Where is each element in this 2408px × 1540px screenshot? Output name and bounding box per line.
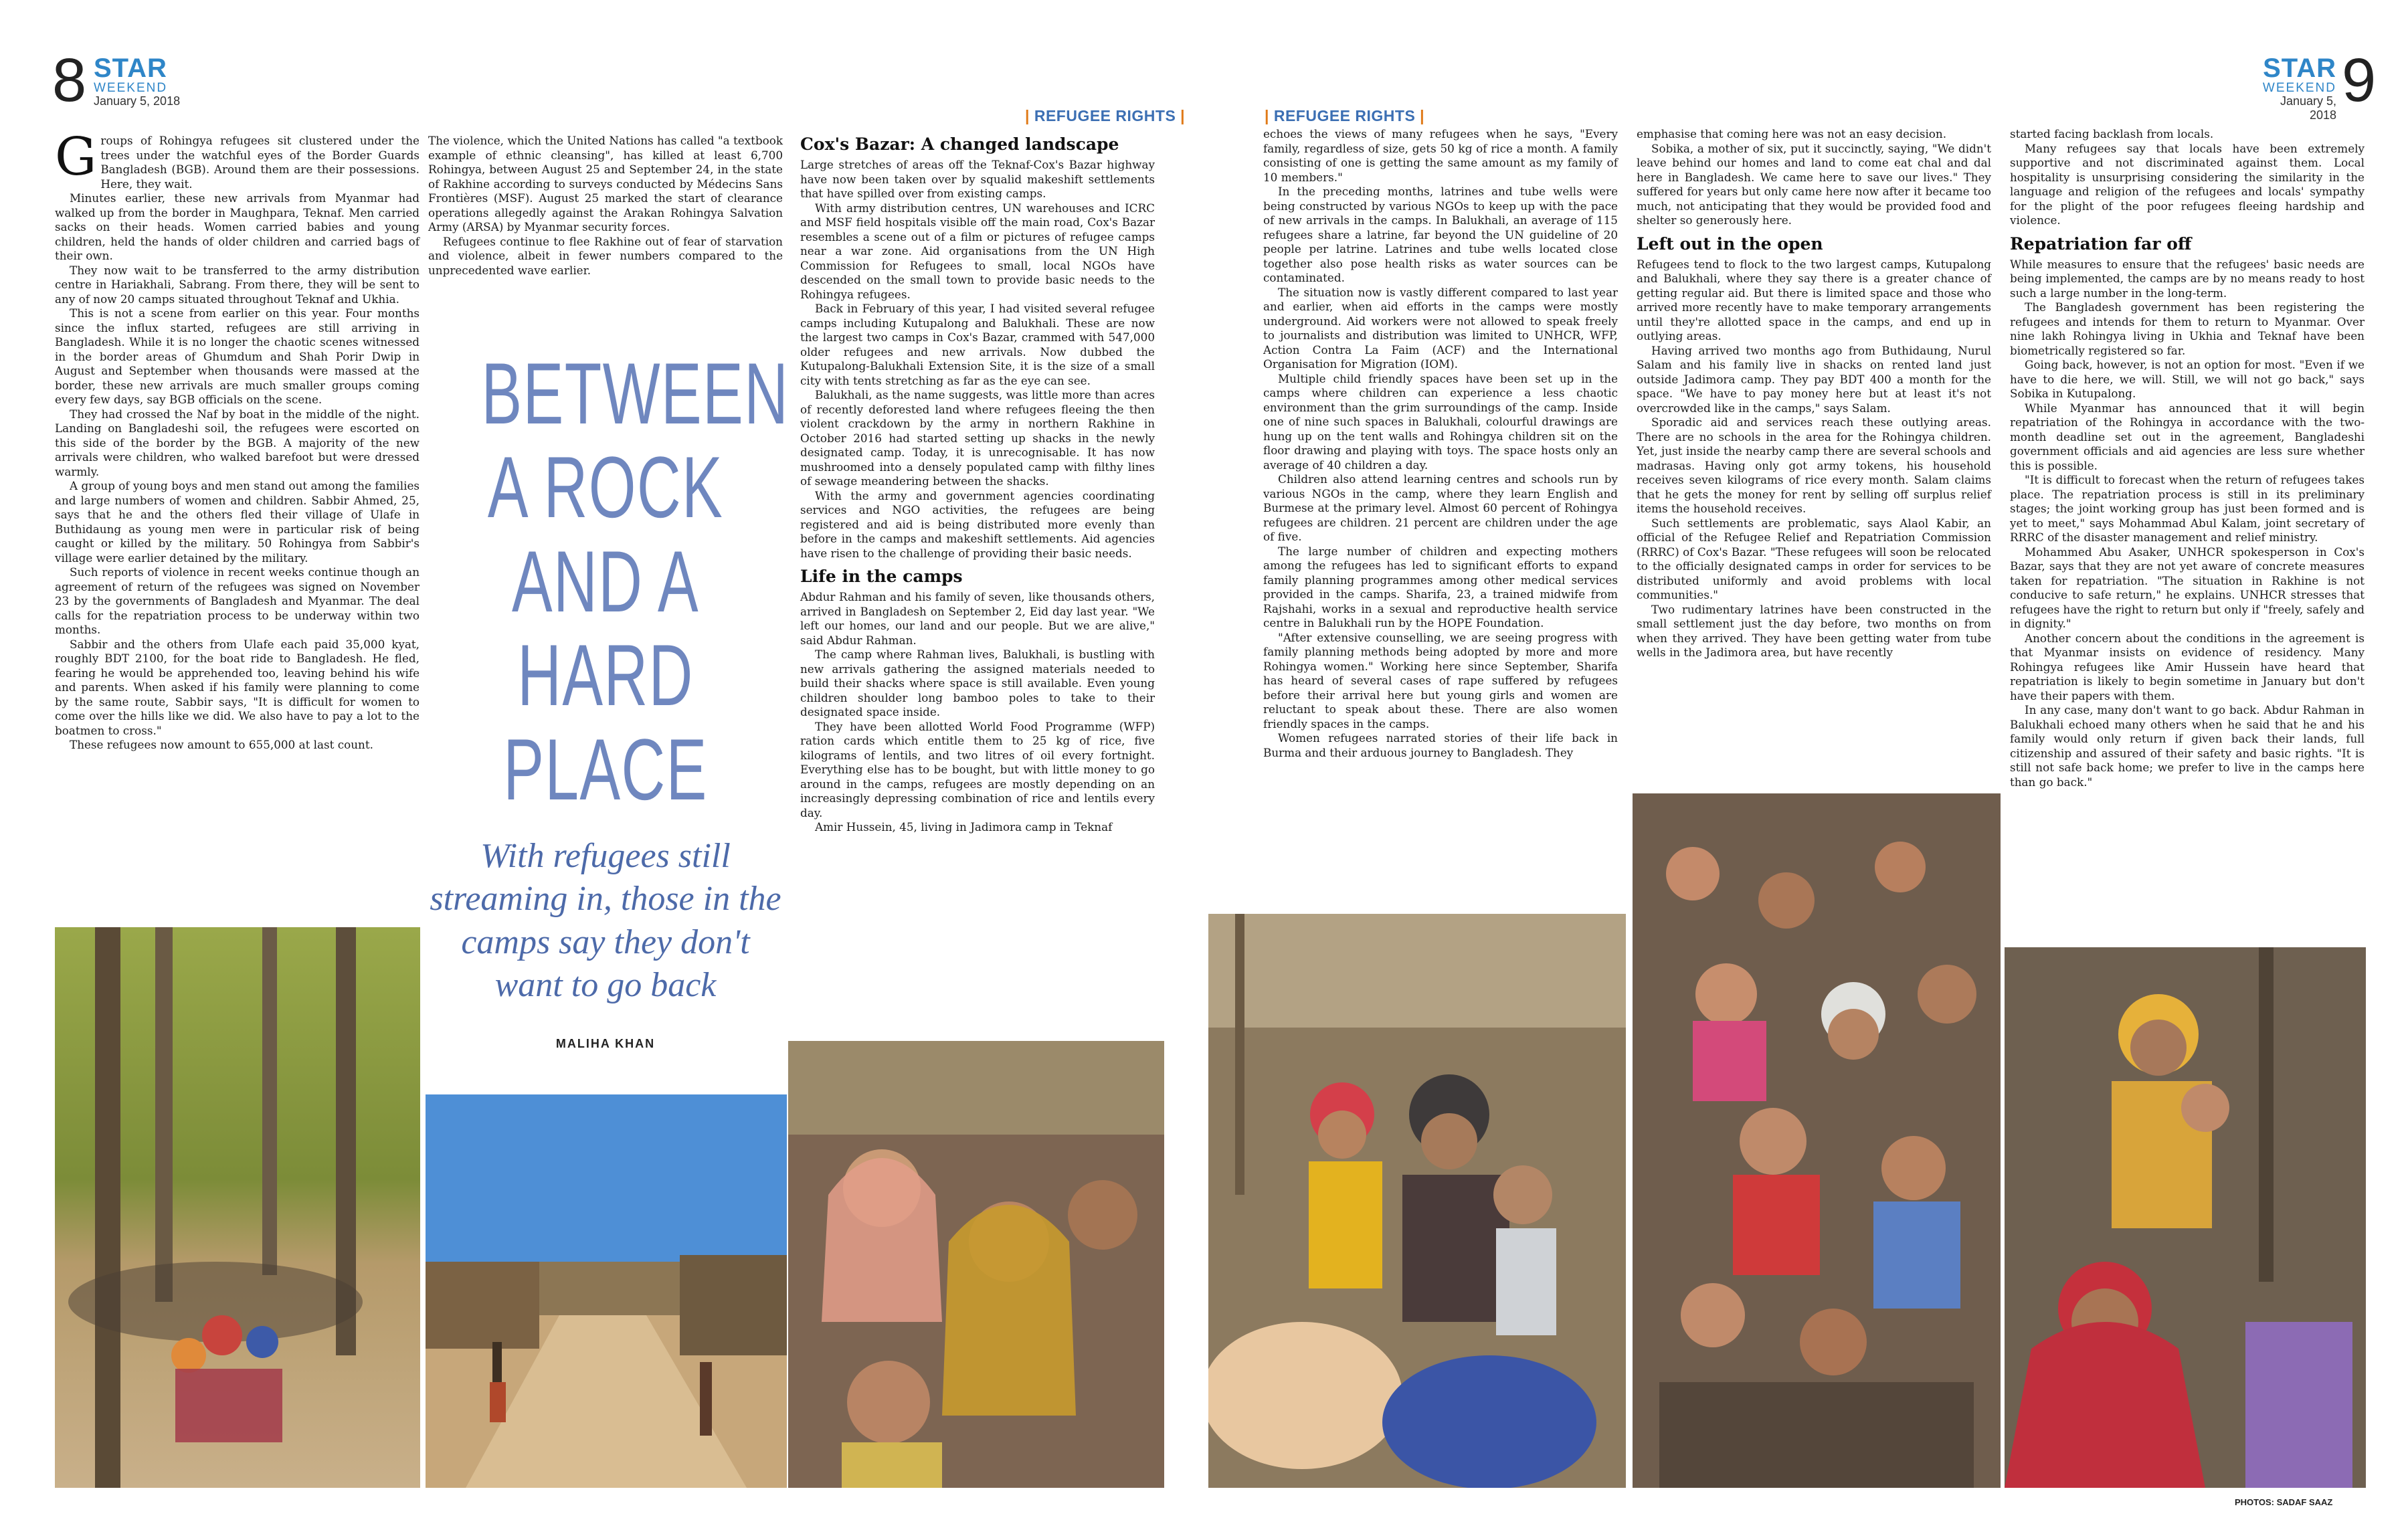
deck: With refugees still streaming in, those in the camps say they don't want to go back	[430, 837, 781, 1005]
paragraph: This is not a scene from earlier on this year. Four months since the influx started, refugees are still arriving in Bangladesh. While it is no longer the chaotic scenes witnessed in the border areas of Ghumdum and Shah Porir Dwip in August and September when thousands were massed at the border, these new arrivals are much smaller groups coming every few days, say BGB officials on the scene.	[55, 306, 420, 406]
paragraph: The situation now is vastly different compared to last year and earlier, when aid efforts in the camps were mostly underground. Aid workers were not allowed to speak freely to journalists and distribution was limited to UNHCR, WFP, Action Contra La Faim (ACF) and the International Organisation for Migration (IOM).	[1263, 285, 1618, 371]
paragraph: Such reports of violence in recent weeks continue though an agreement of return of the refugees was signed on November 23 by the governments of Bangladesh and Myanmar. The deal calls for the repatriation process to be underway within two months.	[55, 565, 420, 636]
paragraph: Going back, however, is not an option for most. "Even if we have to die here, we will. Still, we will not go back," says Sobika in Kutupalong.	[2010, 358, 2365, 400]
paragraph: They had crossed the Naf by boat in the middle of the night. Landing on Bangladeshi soil, the refugees were escorted on this side of the border by the BGB. A majority of the new arrivals were children, who walked barefoot but were dressed warmly.	[55, 407, 420, 478]
section-tag-left: | REFUGEE RIGHTS |	[1025, 107, 1186, 124]
section-tag-right: | REFUGEE RIGHTS |	[1265, 107, 1425, 124]
paragraph: They now wait to be transferred to the army distribution centre in Hariakhali, Sabrang. From there, they will be sent to any of now 20 camps situated throughout Teknaf and Ukhia.	[55, 263, 420, 306]
paragraph: The camp where Rahman lives, Balukhali, is bustling with new arrivals gathering the assigned materials needed to build their shacks where space is still available. Even young children shoulder long bamboo poles to take to their designated space inside.	[800, 648, 1155, 718]
photo-credit: PHOTOS: SADAF SAAZ	[2235, 1497, 2333, 1507]
article-column-5	[1637, 127, 1991, 660]
paragraph: Such settlements are problematic, says Alaol Kabir, an official of the Refugee Relief and Repatriation Commission (RRRC) of Cox's Bazar. "These refugees will soon be relocated to the officially designated camps in order for services to be distributed uniformly and avoid problems with local communities."	[1637, 516, 1991, 601]
paragraph: With the army and government agencies coordinating services and NGO activities, the refugees are being registered and aid is being distributed more evenly than before in the camps and makeshift settlements. Aid agencies have risen to the challenge of providing their basic needs.	[800, 488, 1155, 560]
paragraph: Large stretches of areas off the Teknaf-Cox's Bazar highway have now been taken over by squalid makeshift settlements that have spilled over from existing camps.	[800, 158, 1155, 200]
paragraph: started facing backlash from locals.	[2010, 127, 2214, 140]
subhead: Repatriation far off	[2010, 233, 2192, 254]
paragraph: Sabbir and the others from Ulafe each paid 35,000 kyat, roughly BDT 2100, for the boat ride to Bangladesh. He fled, fearing he would be apprehended too, leaving behind his wife and parents. When asked if his family were planning to come by the same route, Sabbir says, "It is difficult for women to come over the hills like we did. We also have to pay a lot to the boatmen to cross."	[55, 637, 420, 737]
subhead: Cox's Bazar: A changed landscape	[800, 134, 1119, 154]
paragraph: With army distribution centres, UN warehouses and ICRC and MSF field hospitals visible off the main road, Cox's Bazar resembles a scene out of a film or pictures of refugee camps near a war zone. Aid organisations from the UN High Commission for Refugees to small, local NGOs have descended on the small town to provide basic needs to the Rohingya refugees.	[800, 201, 1155, 301]
masthead-title: STAR	[94, 54, 167, 83]
byline: MALIHA KHAN	[555, 1037, 656, 1050]
lead-paragraph: Groups of Rohingya refugees sit clustered under the trees under the watchful eyes of the Border Guards Bangladesh (BGB). Around them are their possessions. Here, they wait.	[55, 127, 420, 191]
issue-date: January 5, 2018	[94, 94, 181, 108]
paragraph: Another concern about the conditions in the agreement is that Myanmar insists on evidence of residency. Many Rohingya refugees like Amir Hussein have heard that repatriation is likely to begin sometime in January but don't have their papers with them.	[2010, 631, 2365, 702]
paragraph: The Bangladesh government has been registering the refugees and intends for them to return to Myanmar. Over nine lakh Rohingya living in Ukhia and Teknaf have been biometrically registered so far.	[2010, 300, 2365, 357]
photo-mother-child	[1208, 914, 1626, 1488]
right-page-number: 9	[2342, 46, 2377, 114]
paragraph: Refugees continue to flee Rakhine out of fear of starvation and violence, albeit in fewer numbers compared to the unprecedented wave earlier.	[428, 234, 783, 277]
paragraph: While measures to ensure that the refugees' basic needs are being implemented, the camps are by no means ready to host such a large number in the long-term.	[2010, 257, 2365, 300]
issue-date: January 5, 2018	[2280, 94, 2336, 122]
paragraph: Minutes earlier, these new arrivals from Myanmar had walked up from the border in Maughpara, Teknaf. Men carried sacks on their heads. Women carried babies and young children, held the hands of older children and carried bags of their own.	[55, 191, 420, 262]
subhead: Life in the camps	[800, 567, 963, 586]
article-column-4	[1263, 127, 1618, 760]
article-column-2	[428, 134, 783, 278]
paragraph: A group of young boys and men stand out among the families and large numbers of women and children. Sabbir Ahmed, 25, says that he and the others fled their village of Ulafe in Buthidaung as young men were in particular risk of being caught or killed by the military. 50 Rohingya from Sabbir's village were earlier detained by the military.	[55, 479, 420, 565]
photo-crowd-of-children	[1633, 793, 2001, 1488]
masthead-left	[94, 55, 180, 108]
subhead: Left out in the open	[1637, 233, 1823, 254]
photo-camp-path	[426, 1094, 787, 1488]
paragraph: Amir Hussein, 45, living in Jadimora camp in Teknaf	[815, 820, 1113, 834]
article-column-1	[55, 127, 420, 753]
paragraph: echoes the views of many refugees when he says, "Every family, regardless of size, gets 50 kg of rice a month. A family consisting of one is getting the same amount as my family of 10 members."	[1263, 127, 1618, 184]
paragraph: Many refugees say that locals have been extremely supportive and not discriminated against them. Local hospitality is unsurprising considering the similarity in the language and religion of the refugees and locals' sympathy for the plight of the poor refugees fleeing hardship and violence.	[2010, 141, 2365, 227]
paragraph: Abdur Rahman and his family of seven, like thousands others, arrived in Bangladesh on September 2, Eid day last year. "We left our homes, our land and our people. But we are alive," said Abdur Rahman.	[800, 590, 1155, 647]
paragraph: Women refugees narrated stories of their life back in Burma and their arduous journey to Bangladesh. They	[1263, 731, 1618, 759]
paragraph: Children also attend learning centres and schools run by various NGOs in the camp, where they learn English and Burmese at the primary level. Almost 60 percent of Rohingya refugees are children. 21 percent are children under the age of five.	[1263, 472, 1618, 543]
paragraph: "It is difficult to forecast when the return of refugees takes place. The repatriation process is still in its preliminary stages; the joint working group has just been formed and is yet to meet," says Mohammad Abul Kalam, joint secretary of RRRC of the disaster management and relief ministry.	[2010, 473, 2365, 544]
paragraph: Sobika, a mother of six, put it succinctly, saying, "We didn't leave behind our homes and land to come eat chal and dal here in Bangladesh. We came here to save our lives." They suffered for years but only came here now after it became too much, not anticipating that they would be provided food and shelter so generously here.	[1637, 141, 1991, 227]
headline: BETWEEN A ROCK AND A HARD PLACE	[481, 345, 790, 818]
paragraph: These refugees now amount to 655,000 at last count.	[70, 738, 373, 751]
article-column-3	[800, 134, 1155, 835]
paragraph: Back in February of this year, I had visited several refugee camps including Kutupalong and Balukhali. These are now the largest two camps in Cox's Bazar, crammed with 547,000 older refugees and new arrivals. Now dubbed the Kutupalong-Balukhali Extension Site, it is the size of a small city with tents stretching as far as the eye can see.	[800, 302, 1155, 387]
masthead-right	[2253, 55, 2336, 122]
article-column-6	[2010, 127, 2365, 789]
paragraph: emphasise that coming here was not an easy decision.	[1637, 127, 1947, 140]
paragraph: Refugees tend to flock to the two largest camps, Kutupalong and Balukhali, where they say there is a greater chance of getting regular aid. But there is limited space and those who arrived more recently have to make temporary arrangements until they're allotted space in the camps, and end up in outlying areas.	[1637, 257, 1991, 343]
photo-women-children	[788, 1041, 1164, 1488]
paragraph: In any case, many don't want to go back. Abdur Rahman in Balukhali echoed many others when he said that he and his family would only return if given back their lands, full citizenship and assured of their safety and basic rights. "It is still not safe back home; we prefer to live in the camps here than go back."	[2010, 703, 2365, 789]
paragraph: Two rudimentary latrines have been constructed in the small settlement just the day before, two months on from when they arrived. They have been getting water from tube wells in the Jadimora area, but have recently	[1637, 602, 1991, 659]
headline-block	[428, 345, 790, 818]
paragraph: Having arrived two months ago from Buthidaung, Nurul Salam and his family live in shacks on rented land just outside Jadimora camp. They pay BDT 400 a month for the space. "We have to pay money here but at least it's not overcrowded like in the camps," says Salam.	[1637, 343, 1991, 415]
masthead-title: STAR	[2263, 54, 2336, 83]
photo-refugees-under-trees	[55, 927, 420, 1488]
paragraph: "After extensive counselling, we are seeing progress with family planning methods being adopted by more and more Rohingya women." Working here since September, Sharifa has heard of several cases of rape suffered by refugees before their arrival here but young girls and women are reluctant to speak about these. There are also women friendly spaces in the camps.	[1263, 630, 1618, 731]
paragraph: They have been allotted World Food Programme (WFP) ration cards which entitle them to 25 kg of rice, five kilograms of lentils, and two litres of oil every fortnight. Everything else has to be bought, but with little money to go around in the camps, refugees are mostly depending on an increasingly depressing combination of rice and lentils every day.	[800, 719, 1155, 820]
masthead-subtitle: WEEKEND	[94, 81, 168, 95]
left-page-number: 8	[52, 46, 87, 114]
paragraph: The violence, which the United Nations has called "a textbook example of ethnic cleansing", has killed at least 6,700 Rohingya, between August 25 and September 24, in the state of Rakhine according to surveys conducted by Médecins Sans Frontières (MSF). August 25 marked the start of clearance operations allegedly against the Arakan Rohingya Salvation Army (ARSA) by Myanmar security forces.	[428, 134, 783, 233]
drop-cap: G	[55, 127, 97, 187]
paragraph: Mohammed Abu Asaker, UNHCR spokesperson in Cox's Bazar, says that they are not yet aware of concrete measures taken for repatriation. "The situation in Rakhine is not conducive to safe return," he explains. UNHCR stresses that refugees have the right to return but only if "freely, safely and in dignity."	[2010, 545, 2365, 630]
paragraph: Sporadic aid and services reach these outlying areas. There are no schools in the area for the Rohingya children. Yet, just inside the nearby camp there are several schools and madrasas. Having only got army tokens, his household receives seven kilograms of rice every month. Salam claims that he gets the money for rent by selling off surplus relief items the household receives.	[1637, 415, 1991, 515]
photo-woman-headscarf	[2005, 947, 2366, 1488]
paragraph: In the preceding months, latrines and tube wells were being constructed by various NGOs to keep up with the pace of new arrivals in the camps. In Balukhali, an average of 115 refugees share a latrine, far beyond the UN guideline of 20 people per latrine. Latrines and tube wells located close together also pose health risks as water sources can be contaminated.	[1263, 185, 1618, 284]
paragraph: While Myanmar has announced that it will begin repatriation of the Rohingya in accordance with the two-month deadline set out in the agreement, Bangladeshi government officials and aid agencies are less sure whether this is possible.	[2010, 401, 2365, 472]
paragraph: The large number of children and expecting mothers among the refugees has led to significant efforts to expand family planning programmes among other medical services provided in the camps. Sharifa, 23, a trained midwife from Rajshahi, works in a sexual and reproductive health service centre in Balukhali run by the HOPE Foundation.	[1263, 544, 1618, 630]
paragraph: Balukhali, as the name suggests, was little more than acres of recently deforested land where refugees fleeing the then violent crackdown by the army in northern Rakhine in October 2016 had started setting up shacks in the newly designated camp. Today, it is unrecognisable. It has now mushroomed into a densely populated camp with filthy lines of sewage meandering between the shacks.	[800, 388, 1155, 488]
masthead-subtitle: WEEKEND	[2262, 81, 2336, 95]
paragraph: Multiple child friendly spaces have been set up in the camps where children can experience a less chaotic environment than the grim surroundings of the camp. Inside one of nine such spaces in Balukhali, colourful drawings are hung up on the tent walls and Rohingya children sit on the floor drawing and playing with toys. The space hosts only an average of 40 children a day.	[1263, 371, 1618, 472]
